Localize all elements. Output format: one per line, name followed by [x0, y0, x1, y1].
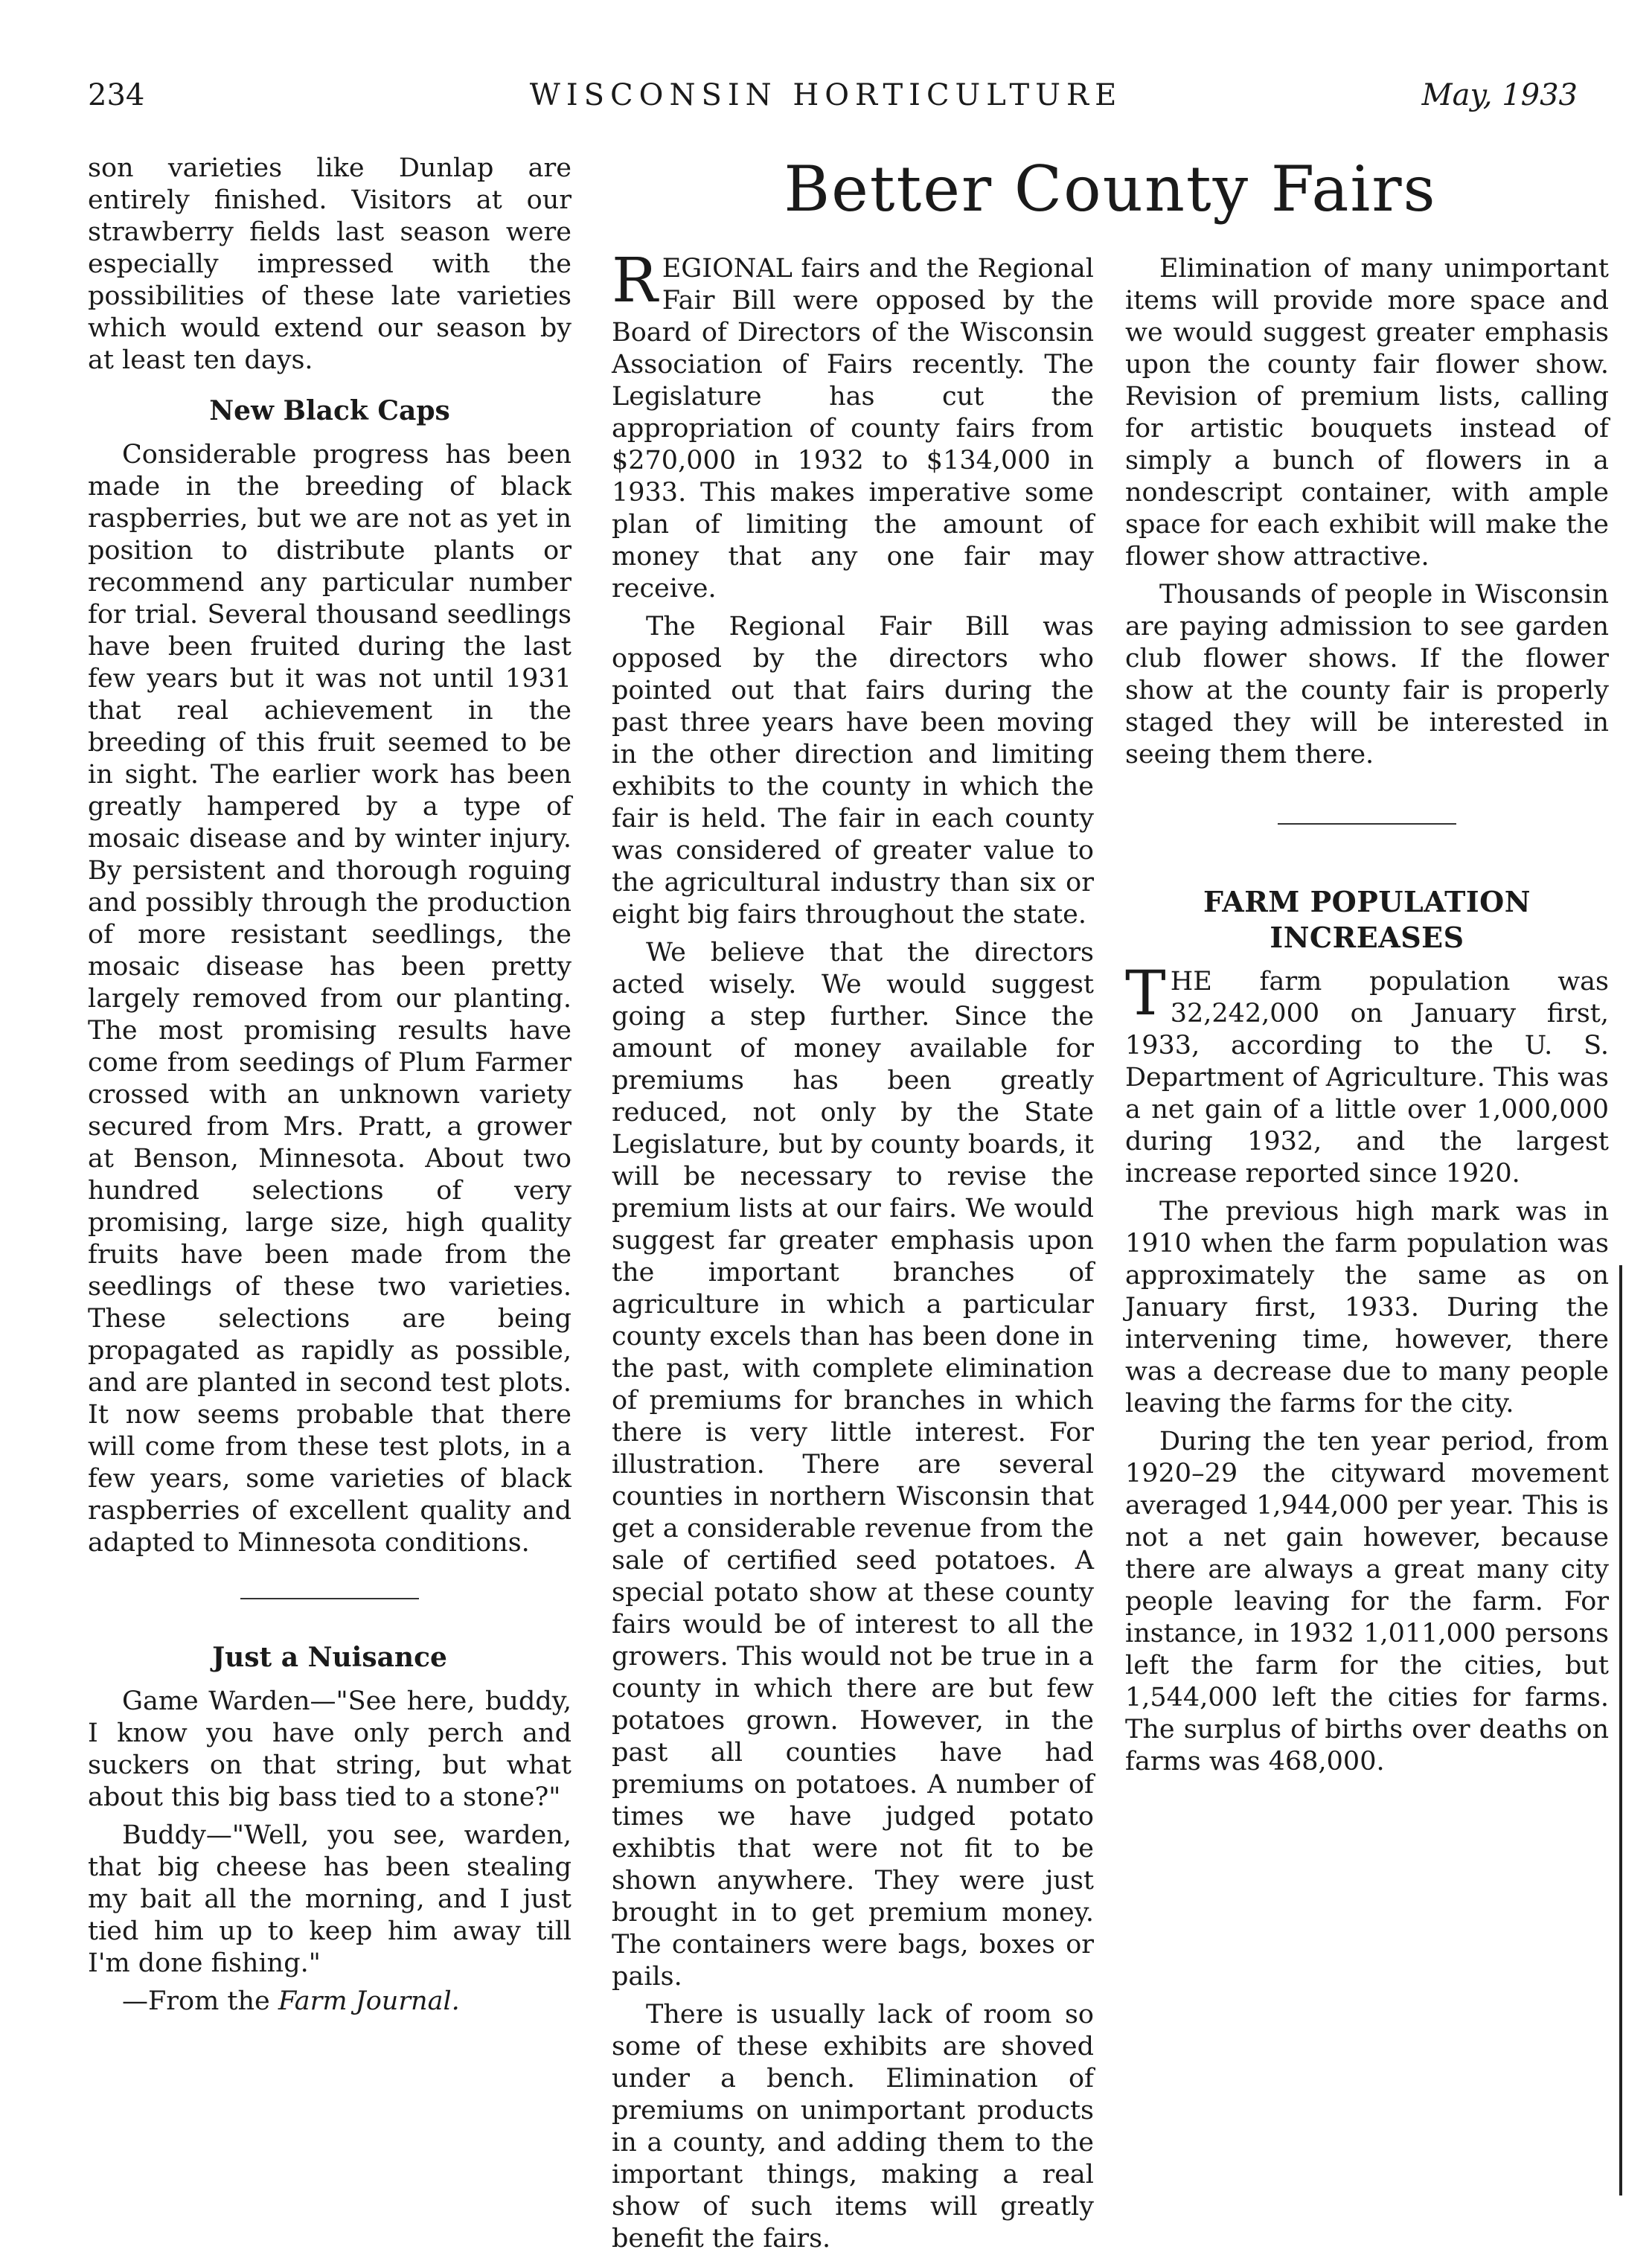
article-paragraph: We believe that the directors acted wisely. We would suggest going a step further. Since the amount of money available for premiums has been greatly reduced, not only by the State Legislature, but by county boards, it will be necessary to revise the premium lists at our fairs. We would suggest far greater emphasis upon the important branches of agriculture in which a particular county excels than has been done in the past, with complete elimination of premiums for branches in which there is very little interest. For illustration. There are several counties in northern Wisconsin that get a considerable revenue from the sale of certified seed potatoes. A special potato show at these county fairs would be of interest to all the growers. This would not be true in a county in which there are but few potatoes grown. However, in the past all counties have had premiums on potatoes. A number of times we have judged potato exhibtis that were not fit to be shown anywhere. They were just brought in to get premium money. The containers were bags, boxes or pails.: [612, 938, 1094, 1992]
dropcap-t: T: [1125, 959, 1166, 1029]
attribution-source: Farm Journal.: [278, 1986, 460, 2016]
article-title: Better County Fairs: [784, 153, 1437, 226]
scan-edge-mark: [1619, 1265, 1622, 2196]
page-number: 234: [88, 78, 145, 112]
nuisance-paragraph: Game Warden—"See here, buddy, I know you have only perch and suckers on that string, but what about this big bass tied to a stone?": [88, 1686, 572, 1812]
article-paragraph: [612, 246, 1094, 605]
strawberry-continuation-paragraph: son varieties like Dunlap are entirely finished. Visitors at our strawberry fields last season were especially impressed with the possibilities of these late varieties which would extend our season by at least ten days.: [88, 153, 572, 375]
issue-date: May, 1933: [1421, 78, 1578, 112]
farm-population-heading: [1125, 884, 1609, 956]
attribution: [88, 1986, 572, 2018]
article-paragraph: Thousands of people in Wisconsin are paying admission to see garden club flower shows. If the flower show at the county fair is properly staged they will be interested in seeing them there.: [1125, 580, 1609, 770]
article-paragraph: Elimination of many unimportant items will provide more space and we would suggest greater emphasis upon the county fair flower show. Revision of premium lists, calling for artistic bouquets instead of simply a bunch of flowers in a nondescript container, with ample space for each exhibit will make the flower show attractive.: [1125, 254, 1609, 572]
section-divider: [1278, 823, 1456, 825]
farm-population-paragraph: During the ten year period, from 1920–29 the cityward movement averaged 1,944,000 per year. This is not a net gain however, because there are always a great many city people leaving for the farm. For instance, in 1932 1,011,000 persons left the farm for the cities, but 1,544,000 left the cities for farms. The surplus of births over deaths on farms was 468,000.: [1125, 1427, 1609, 1777]
nuisance-paragraph: Buddy—"Well, you see, warden, that big cheese has been stealing my bait all the morning, and I just tied him up to keep him away till I'm done fishing.": [88, 1820, 572, 1978]
farm-population-paragraph: [1125, 959, 1609, 1190]
farm-population-paragraph-text: HE farm population was 32,242,000 on January first, 1933, according to the U. S. Department of Agriculture. This was a net gain of a little over 1,000,000 during 1932, and the largest increase reported since 1920.: [1125, 967, 1609, 1189]
middle-column: [612, 246, 1094, 2261]
heading-line: FARM POPULATION: [1203, 885, 1531, 918]
heading-line: INCREASES: [1270, 921, 1464, 954]
section-divider: [240, 1598, 419, 1599]
farm-population-paragraph: The previous high mark was in 1910 when the farm population was approximately the same as on January first, 1933. During the intervening time, however, there was a decrease due to many people leaving the farms for the city.: [1125, 1197, 1609, 1419]
attribution-prefix: —From the: [122, 1986, 278, 2016]
article-paragraph: The Regional Fair Bill was opposed by the directors who pointed out that fairs during the past three years have been moving in the other direction and limiting exhibits to the county in which the fair is held. The fair in each county was considered of greater value to the agricultural industry than six or eight big fairs throughout the state.: [612, 612, 1094, 930]
dropcap-r: R: [612, 246, 658, 316]
journal-title: WISCONSIN HORTICULTURE: [529, 78, 1123, 112]
left-column: [88, 153, 572, 2024]
nuisance-heading: Just a Nuisance: [212, 1642, 447, 1673]
article-paragraph: There is usually lack of room so some of these exhibits are shoved under a bench. Elimination of premiums on unimportant products in a county, and adding them to the important things, making a real show of such items will greatly benefit the fairs.: [612, 2000, 1094, 2254]
black-caps-paragraph: Considerable progress has been made in the breeding of black raspberries, but we are not as yet in position to distribute plants or recommend any particular number for trial. Several thousand seedlings have been fruited during the last few years but it was not until 1931 that real achievement in the breeding of this fruit seemed to be in sight. The earlier work has been greatly hampered by a type of mosaic disease and by winter injury. By persistent and thorough roguing and possibly through the production of more resistant seedlings, the mosaic disease has been pretty largely removed from our planting. The most promising results have come from seedings of Plum Farmer crossed with an unknown variety secured from Mrs. Pratt, a grower at Benson, Minnesota. About two hundred selections of very promising, large size, high quality fruits have been made from the seedlings of these two varieties. These selections are being propagated as rapidly as possible, and are planted in second test plots. It now seems probable that there will come from these test plots, in a few years, some varieties of black raspberries of excellent quality and adapted to Minnesota conditions.: [88, 440, 572, 1558]
article-paragraph-text: EGIONAL fairs and the Regional Fair Bill were opposed by the Board of Directors of the Wisconsin Association of Fairs recently. The Legislature has cut the appropriation of county fairs from $270,000 in 1932 to $134,000 in 1933. This makes imperative some plan of limiting the amount of money that any one fair may receive.: [612, 254, 1094, 604]
right-column: [1125, 253, 1609, 1784]
black-caps-heading: New Black Caps: [209, 395, 450, 426]
